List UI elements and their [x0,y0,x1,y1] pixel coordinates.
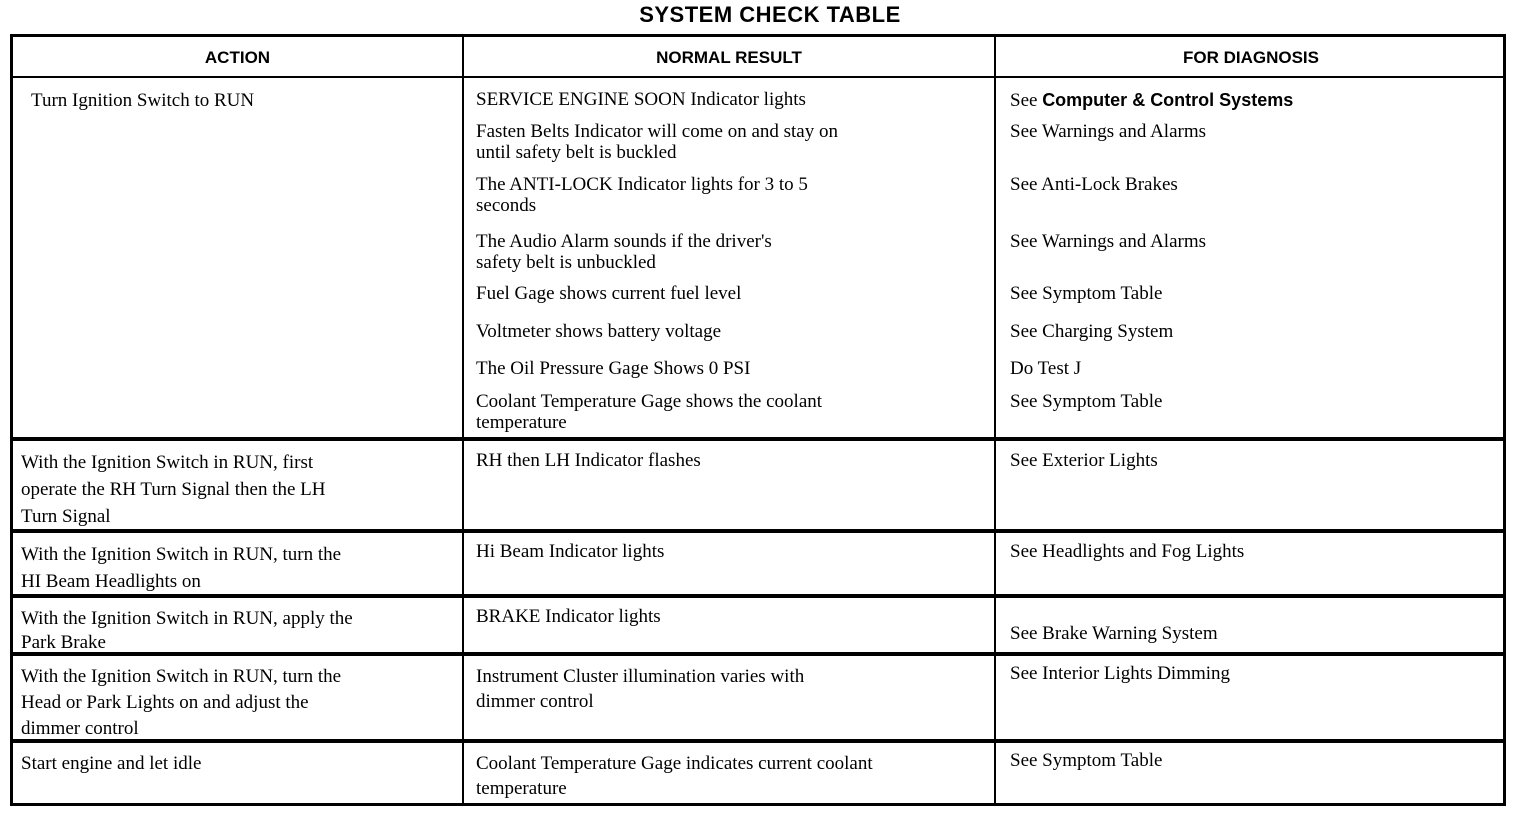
row-1-action: With the Ignition Switch in RUN, first operate the RH Turn Signal then the LH Turn Signal [21,452,326,527]
row-0-diagnosis-7: See Symptom Table [1010,391,1163,412]
row-0-diagnosis-2: See Anti-Lock Brakes [1010,174,1178,195]
row-divider [13,437,1503,441]
row-2-action: With the Ignition Switch in RUN, turn the HI Beam Headlights on [21,544,342,592]
row-3-result: BRAKE Indicator lights [476,606,661,627]
row-5-diagnosis: See Symptom Table [1010,750,1163,771]
row-0-diagnosis-6: Do Test J [1010,358,1082,379]
row-0-diagnosis-3: See Warnings and Alarms [1010,231,1207,252]
row-4-diagnosis: See Interior Lights Dimming [1010,663,1231,684]
row-0-result-6: The Oil Pressure Gage Shows 0 PSI [476,358,751,379]
header-normal-result: NORMAL RESULT [656,48,802,67]
row-5-action: Start engine and let idle [21,753,202,774]
row-5-result: Coolant Temperature Gage indicates current coolant temperature [476,753,873,799]
row-4-action: With the Ignition Switch in RUN, turn the Head or Park Lights on and adjust the dimmer control [21,666,342,739]
column-divider [462,37,464,803]
row-2-result: Hi Beam Indicator lights [476,541,665,562]
row-1-diagnosis: See Exterior Lights [1010,450,1158,471]
row-0-diagnosis-5: See Charging System [1010,321,1174,342]
row-0-result-5: Voltmeter shows battery voltage [476,321,722,342]
column-divider [994,37,996,803]
system-check-table [10,34,1506,806]
row-0-diagnosis-0: See Computer & Control Systems [1010,90,1294,111]
row-0-result-1: Fasten Belts Indicator will come on and stay on until safety belt is buckled [476,121,838,163]
row-0-result-4: Fuel Gage shows current fuel level [476,283,742,304]
row-0-diagnosis-4: See Symptom Table [1010,283,1163,304]
row-3-action: With the Ignition Switch in RUN, apply the Park Brake [21,608,353,653]
row-4-result: Instrument Cluster illumination varies with dimmer control [476,666,805,712]
row-0-result-3: The Audio Alarm sounds if the driver's safety belt is unbuckled [476,231,772,273]
row-2-diagnosis: See Headlights and Fog Lights [1010,541,1245,562]
row-0-result-0: SERVICE ENGINE SOON Indicator lights [476,89,806,110]
row-0-diagnosis-1: See Warnings and Alarms [1010,121,1207,142]
row-0-action: Turn Ignition Switch to RUN [31,90,255,111]
row-0-result-2: The ANTI-LOCK Indicator lights for 3 to 5 seconds [476,174,808,216]
page-title: SYSTEM CHECK TABLE [639,2,901,27]
row-3-diagnosis: See Brake Warning System [1010,623,1218,644]
header-divider [13,76,1503,78]
header-for-diagnosis: FOR DIAGNOSIS [1182,48,1319,67]
row-1-result: RH then LH Indicator flashes [476,450,701,471]
row-0-result-7: Coolant Temperature Gage shows the coolant temperature [476,391,823,433]
header-action: ACTION [204,48,271,67]
